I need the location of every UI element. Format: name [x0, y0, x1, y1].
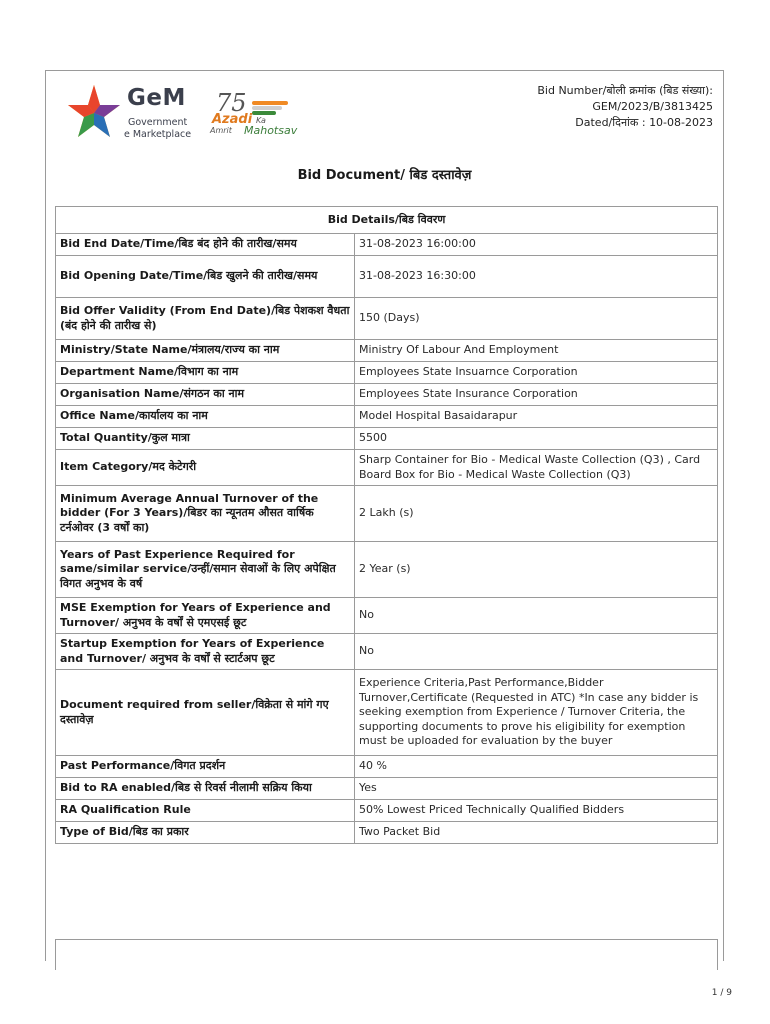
row-value: No — [355, 634, 718, 670]
row-value: Yes — [355, 778, 718, 800]
row-value: Ministry Of Labour And Employment — [355, 340, 718, 362]
row-value: 2 Lakh (s) — [355, 486, 718, 542]
bid-number-value: GEM/2023/B/3813425 — [592, 100, 713, 113]
row-label: RA Qualification Rule — [56, 800, 355, 822]
row-value: 31-08-2023 16:30:00 — [355, 256, 718, 298]
bid-details-table — [55, 206, 718, 844]
row-value: 40 % — [355, 756, 718, 778]
row-label: Bid Offer Validity (From End Date)/बिड पेशकश वैधता (बंद होने की तारीख से) — [56, 298, 355, 340]
row-label: Bid End Date/Time/बिड बंद होने की तारीख/समय — [56, 234, 355, 256]
row-value: 31-08-2023 16:00:00 — [355, 234, 718, 256]
row-label: Years of Past Experience Required for same/similar service/उन्हीं/समान सेवाओं के लिए अपेक्षित विगत अनुभव के वर्ष — [56, 542, 355, 598]
row-value: Two Packet Bid — [355, 822, 718, 844]
table-row — [56, 256, 718, 298]
row-label: Past Performance/विगत प्रदर्शन — [56, 756, 355, 778]
row-value: Sharp Container for Bio - Medical Waste Collection (Q3) , Card Board Box for Bio - Medical Waste Collection (Q3) — [355, 450, 718, 486]
row-label: Organisation Name/संगठन का नाम — [56, 384, 355, 406]
row-value: 2 Year (s) — [355, 542, 718, 598]
row-value: 150 (Days) — [355, 298, 718, 340]
bid-number-label: Bid Number/बोली क्रमांक (बिड संख्या): — [537, 84, 713, 97]
table-row — [56, 542, 718, 598]
table-row — [56, 362, 718, 384]
row-label: Total Quantity/कुल मात्रा — [56, 428, 355, 450]
row-label: Ministry/State Name/मंत्रालय/राज्य का नाम — [56, 340, 355, 362]
row-value: Employees State Insuarnce Corporation — [355, 362, 718, 384]
row-value: Model Hospital Basaidarapur — [355, 406, 718, 428]
row-label: Minimum Average Annual Turnover of the bidder (For 3 Years)/बिडर का न्यूनतम औसत वार्षिक टर्नओवर (3 वर्षों का) — [56, 486, 355, 542]
row-label: Bid to RA enabled/बिड से रिवर्स नीलामी सक्रिय किया — [56, 778, 355, 800]
table-row — [56, 406, 718, 428]
row-value: No — [355, 598, 718, 634]
table-row — [56, 234, 718, 256]
table-row — [56, 598, 718, 634]
table-row — [56, 800, 718, 822]
table-row — [56, 756, 718, 778]
table-row — [56, 778, 718, 800]
row-value: Experience Criteria,Past Performance,Bidder Turnover,Certificate (Requested in ATC) *In case any bidder is seeking exemption from Experience / Turnover Criteria, the supporting documents to prove his eligibility for exemption must be uploaded for evaluation by the buyer — [355, 670, 718, 756]
row-label: MSE Exemption for Years of Experience and Turnover/ अनुभव के वर्षों से एमएसई छूट — [56, 598, 355, 634]
table-row — [56, 634, 718, 670]
table-row — [56, 670, 718, 756]
row-label: Department Name/विभाग का नाम — [56, 362, 355, 384]
table-row — [56, 450, 718, 486]
row-label: Startup Exemption for Years of Experience and Turnover/ अनुभव के वर्षों से स्टार्टअप छूट — [56, 634, 355, 670]
azadi-ka-amrit-mahotsav-logo: 75 Azadi Ka Amrit Mahotsav — [210, 89, 298, 137]
table-row — [56, 340, 718, 362]
row-value: 5500 — [355, 428, 718, 450]
row-label: Bid Opening Date/Time/बिड खुलने की तारीख/समय — [56, 256, 355, 298]
table-row — [56, 384, 718, 406]
page-number: 1 / 9 — [711, 988, 732, 998]
bid-meta — [537, 83, 713, 131]
gem-logo-subtitle: Government — [128, 117, 188, 128]
table-row — [56, 486, 718, 542]
bid-dated: Dated/दिनांक : 10-08-2023 — [575, 116, 713, 129]
row-value: 50% Lowest Priced Technically Qualified Bidders — [355, 800, 718, 822]
table-row — [56, 298, 718, 340]
gem-logo — [64, 79, 204, 141]
row-label: Office Name/कार्यालय का नाम — [56, 406, 355, 428]
document-title: Bid Document/ बिड दस्तावेज़ — [297, 168, 472, 183]
tricolor-flag-icon — [252, 101, 290, 115]
row-label: Document required from seller/विक्रेता से मांगे गए दस्तावेज़ — [56, 670, 355, 756]
row-label: Item Category/मद केटेगरी — [56, 450, 355, 486]
document-page — [45, 70, 724, 961]
row-value: Employees State Insurance Corporation — [355, 384, 718, 406]
table-row — [56, 428, 718, 450]
bid-details-header: Bid Details/बिड विवरण — [56, 207, 718, 234]
gem-star-icon — [64, 83, 124, 141]
row-label: Type of Bid/बिड का प्रकार — [56, 822, 355, 844]
gem-logo-subtitle-2: e Marketplace — [124, 129, 192, 140]
table-header-row — [56, 207, 718, 234]
next-section-box — [55, 939, 718, 970]
gem-logo-text: GeM — [127, 85, 186, 111]
table-row — [56, 822, 718, 844]
